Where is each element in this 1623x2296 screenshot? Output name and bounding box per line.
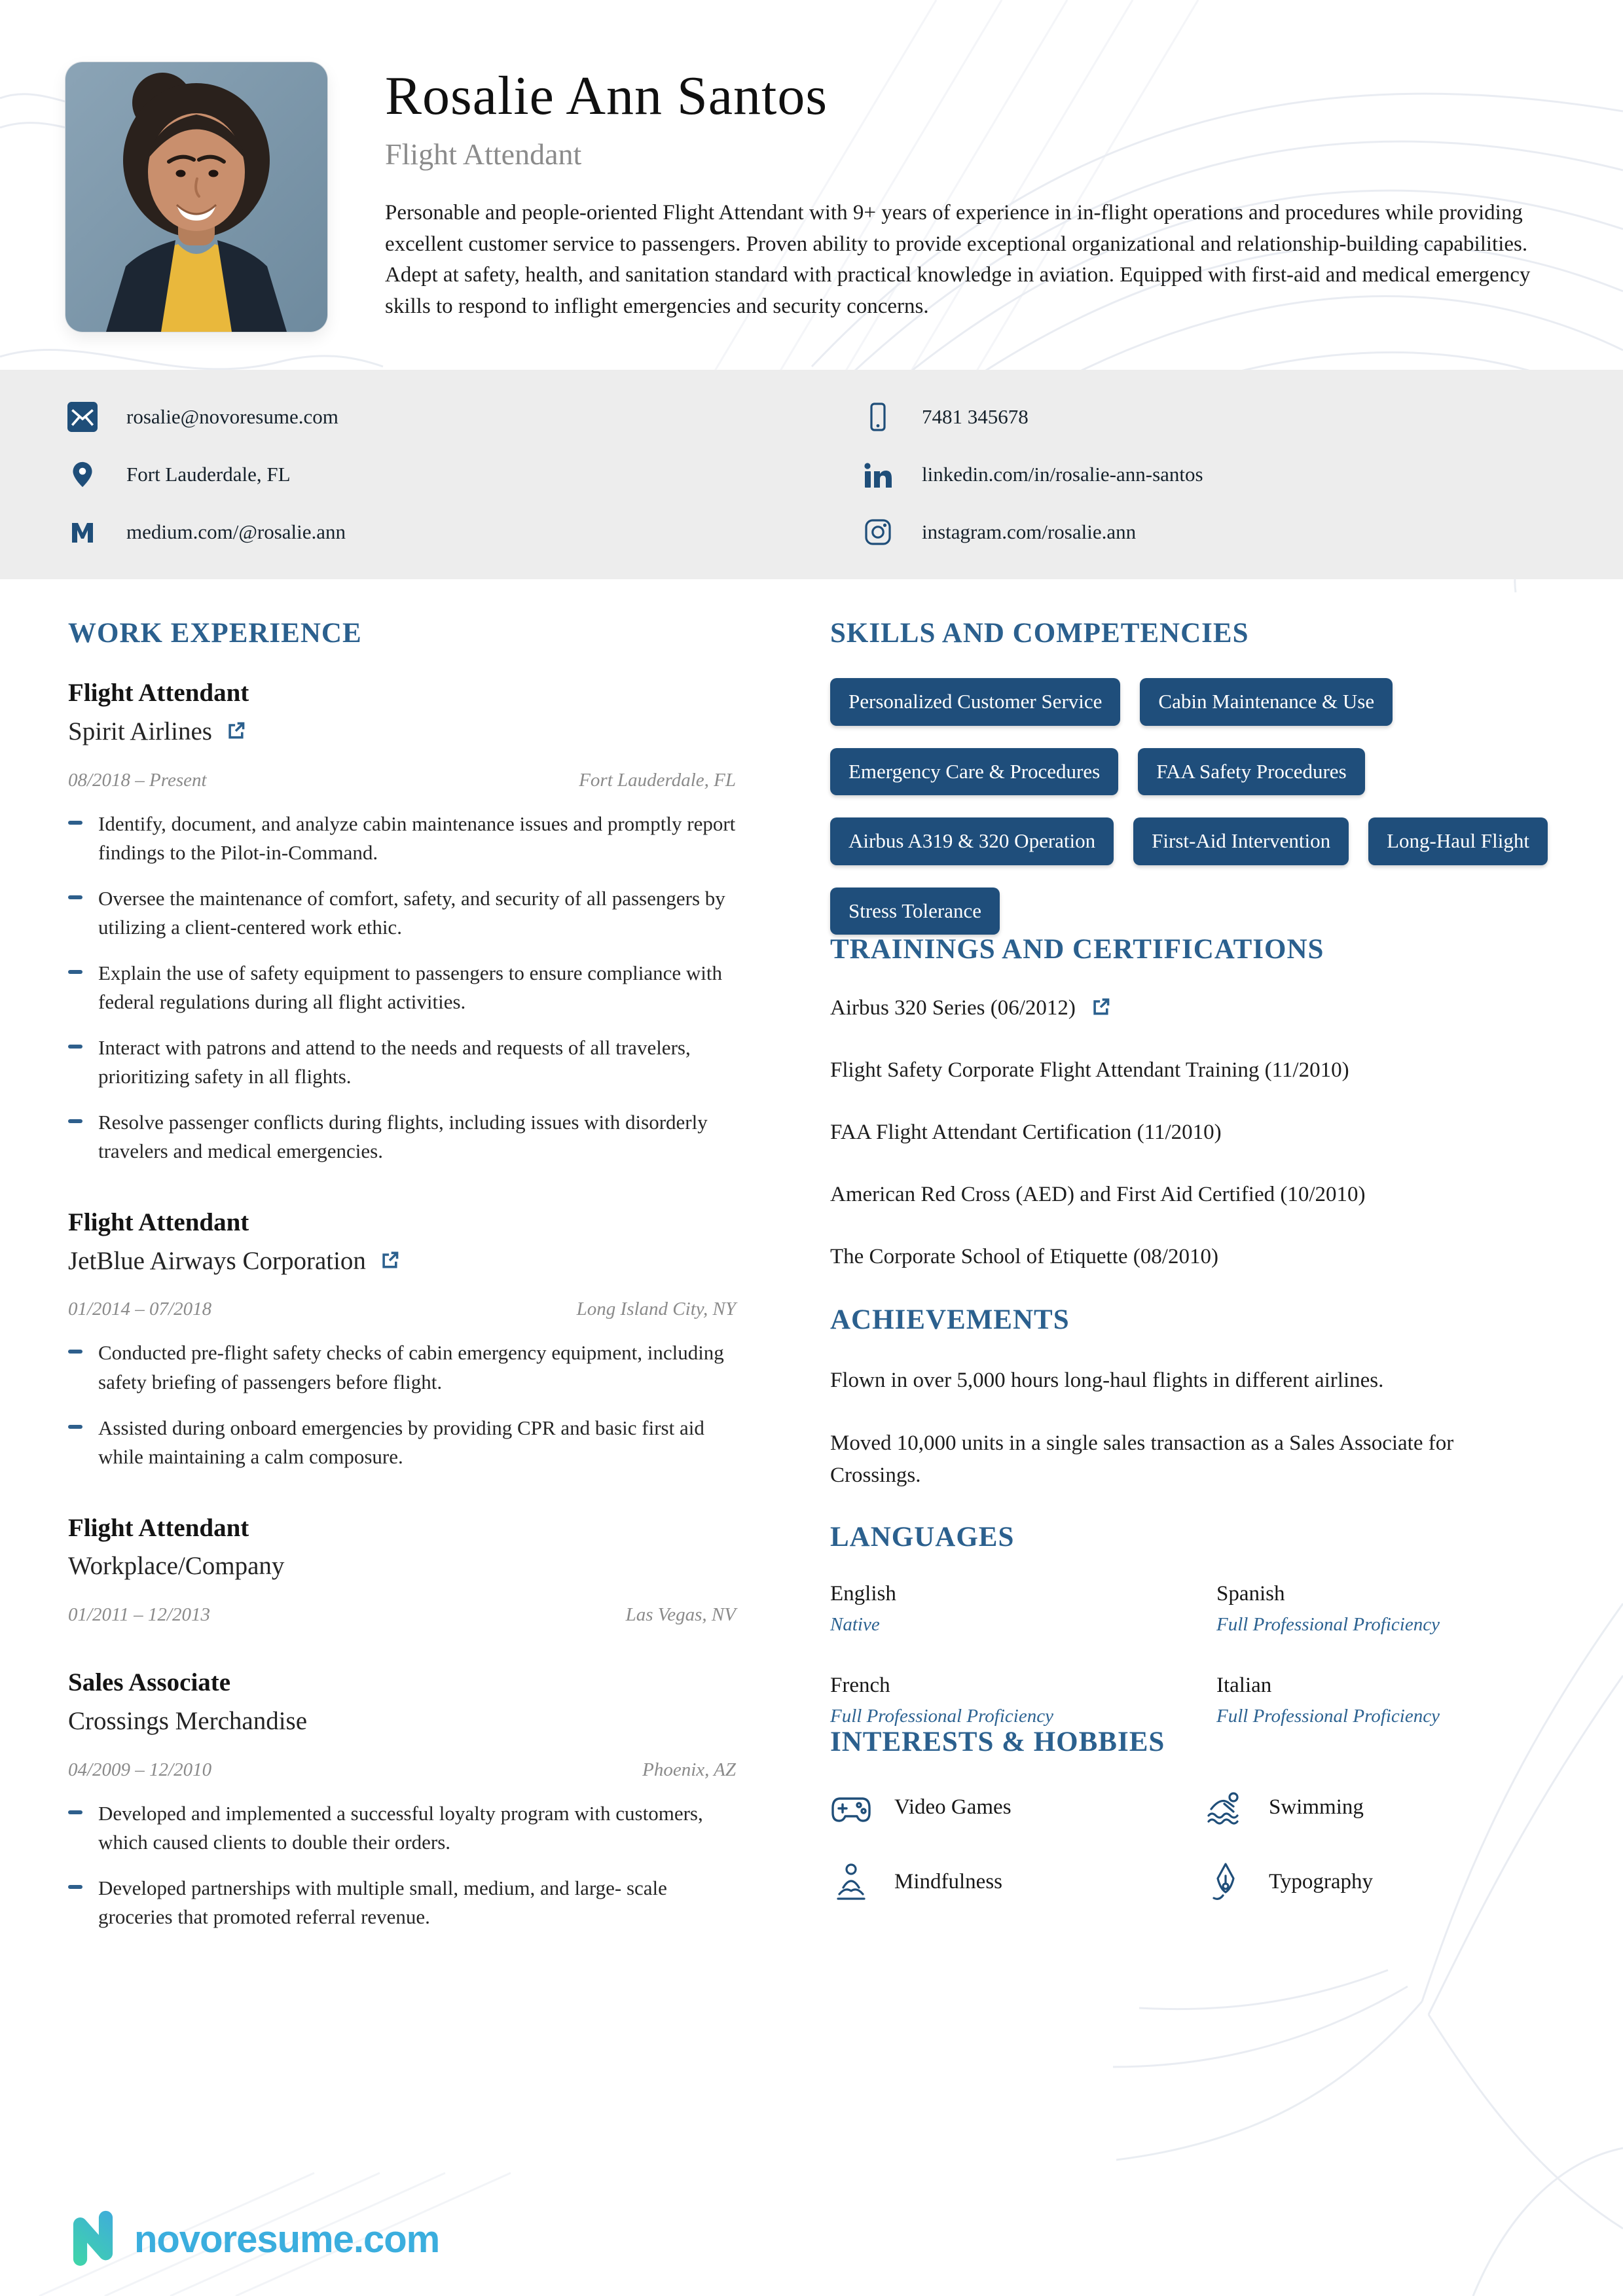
swimmer-icon xyxy=(1205,1787,1247,1829)
bullet-text: Oversee the maintenance of comfort, safety, and security of all passengers by utilizing a client-centered work ethic. xyxy=(98,886,725,939)
skill-chip: Stress Tolerance xyxy=(830,888,1000,935)
interests-section xyxy=(830,1727,1558,1903)
pen-nib-icon xyxy=(1205,1861,1247,1903)
contact-email-value: rosalie@novoresume.com xyxy=(126,405,338,428)
job-location: Fort Lauderdale, FL xyxy=(579,769,736,791)
candidate-name: Rosalie Ann Santos xyxy=(385,65,828,126)
bullet-dash-icon xyxy=(68,1885,82,1889)
bullet-item xyxy=(68,810,736,867)
contact-left-column xyxy=(67,388,863,561)
training-item xyxy=(830,994,1558,1022)
interest-item xyxy=(1205,1861,1558,1903)
bullet-dash-icon xyxy=(68,895,82,899)
contact-band xyxy=(0,370,1623,579)
language-level: Native xyxy=(830,1613,880,1635)
training-item xyxy=(830,1181,1558,1209)
company-name: Crossings Merchandise xyxy=(68,1706,308,1735)
skill-chip: Airbus A319 & 320 Operation xyxy=(830,817,1114,865)
achievements-section xyxy=(830,1305,1558,1492)
interests-heading: INTERESTS & HOBBIES xyxy=(830,1726,1165,1757)
bullet-list xyxy=(68,1799,736,1931)
bullet-item xyxy=(68,1414,736,1471)
bullet-dash-icon xyxy=(68,970,82,974)
candidate-job-title: Flight Attendant xyxy=(385,137,582,171)
footer xyxy=(67,2206,439,2272)
job-title: Flight Attendant xyxy=(68,1208,249,1236)
bullet-item xyxy=(68,1874,736,1931)
bullet-dash-icon xyxy=(68,1045,82,1049)
skill-chip: First-Aid Intervention xyxy=(1133,817,1349,865)
job-date: 04/2009 – 12/2010 xyxy=(68,1759,212,1780)
contact-location[interactable] xyxy=(67,446,863,503)
phone-icon xyxy=(863,402,893,432)
right-column xyxy=(830,619,1558,1903)
bullet-text: Identify, document, and analyze cabin maintenance issues and promptly report findings to the Pilot-in-Command. xyxy=(98,812,736,864)
language-name: Spanish xyxy=(1216,1581,1285,1605)
language-level: Full Professional Proficiency xyxy=(830,1705,1053,1727)
contact-location-value: Fort Lauderdale, FL xyxy=(126,463,291,486)
interest-item xyxy=(830,1787,1205,1829)
job-location: Phoenix, AZ xyxy=(642,1759,736,1780)
interest-label: Typography xyxy=(1269,1870,1373,1894)
skills-heading: SKILLS AND COMPETENCIES xyxy=(830,618,1249,649)
company-name: Spirit Airlines xyxy=(68,717,212,745)
language-item xyxy=(1216,1674,1558,1727)
location-pin-icon xyxy=(67,459,98,490)
training-text: Flight Safety Corporate Flight Attendant Training (11/2010) xyxy=(830,1058,1349,1083)
job-title: Flight Attendant xyxy=(68,679,249,708)
training-text: Airbus 320 Series (06/2012) xyxy=(830,996,1076,1020)
skill-chip: Cabin Maintenance & Use xyxy=(1140,678,1393,726)
bullet-item xyxy=(68,884,736,942)
job-location: Long Island City, NY xyxy=(576,1299,736,1320)
job-entry xyxy=(68,678,736,1166)
contact-linkedin[interactable] xyxy=(863,446,1623,503)
linkedin-icon xyxy=(863,459,893,490)
interest-item xyxy=(830,1861,1205,1903)
job-entry xyxy=(68,1208,736,1471)
external-link-icon[interactable] xyxy=(1090,996,1111,1020)
bullet-dash-icon xyxy=(68,1119,82,1123)
contact-medium[interactable] xyxy=(67,503,863,561)
contact-medium-value: medium.com/@rosalie.ann xyxy=(126,520,346,543)
medium-icon xyxy=(67,517,98,547)
languages-heading: LANGUAGES xyxy=(830,1521,1015,1552)
skill-chip: Long-Haul Flight xyxy=(1368,817,1548,865)
language-item xyxy=(830,1674,1216,1727)
gamepad-icon xyxy=(830,1787,872,1829)
contact-linkedin-value: linkedin.com/in/rosalie-ann-santos xyxy=(922,463,1203,486)
bullet-item xyxy=(68,1108,736,1166)
meditation-icon xyxy=(830,1861,872,1903)
job-entry xyxy=(68,1668,736,1931)
bullet-item xyxy=(68,1033,736,1091)
contact-right-column xyxy=(863,388,1623,561)
bullet-item xyxy=(68,1338,736,1396)
achievement-item: Flown in over 5,000 hours long-haul flights in different airlines. xyxy=(830,1369,1384,1393)
training-text: The Corporate School of Etiquette (08/2010) xyxy=(830,1245,1218,1269)
company-name: Workplace/Company xyxy=(68,1552,285,1581)
bullet-text: Developed partnerships with multiple small, medium, and large- scale groceries that promoted referral revenue. xyxy=(98,1876,667,1928)
company-name: JetBlue Airways Corporation xyxy=(68,1246,366,1275)
bullet-dash-icon xyxy=(68,1350,82,1354)
profile-photo xyxy=(65,62,327,332)
job-date: 01/2011 – 12/2013 xyxy=(68,1604,210,1626)
language-level: Full Professional Proficiency xyxy=(1216,1613,1440,1635)
header xyxy=(0,0,1623,332)
interest-item xyxy=(1205,1787,1558,1829)
job-location: Las Vegas, NV xyxy=(625,1604,736,1626)
training-text: American Red Cross (AED) and First Aid Certified (10/2010) xyxy=(830,1183,1366,1207)
bullet-item xyxy=(68,959,736,1016)
language-name: French xyxy=(830,1673,890,1697)
skills-section xyxy=(830,619,1558,935)
interest-label: Mindfulness xyxy=(894,1870,1002,1894)
bullet-text: Assisted during onboard emergencies by providing CPR and basic first aid while maintaining a calm composure. xyxy=(98,1416,704,1468)
work-experience-heading: WORK EXPERIENCE xyxy=(68,618,362,649)
avatar xyxy=(65,62,327,332)
external-link-icon[interactable] xyxy=(225,720,246,744)
job-title: Flight Attendant xyxy=(68,1513,249,1542)
training-item xyxy=(830,1119,1558,1147)
bullet-text: Resolve passenger conflicts during flights, including issues with disorderly travelers and medical emergencies. xyxy=(98,1110,708,1162)
contact-instagram[interactable] xyxy=(863,503,1623,561)
job-date: 01/2014 – 07/2018 xyxy=(68,1299,212,1320)
language-name: English xyxy=(830,1581,896,1605)
bullet-text: Explain the use of safety equipment to passengers to ensure compliance with federal regulations during all flight activities. xyxy=(98,961,722,1013)
job-entry xyxy=(68,1513,736,1626)
training-text: FAA Flight Attendant Certification (11/2010) xyxy=(830,1121,1222,1145)
languages-grid xyxy=(830,1582,1558,1727)
bullet-text: Developed and implemented a successful loyalty program with customers, which caused clients to double their orders. xyxy=(98,1801,703,1854)
candidate-summary: Personable and people-oriented Flight Attendant with 9+ years of experience in in-flight operations and procedures while providing excellent customer service to passengers. Proven ability to provide exceptional organizational and relationship-building capabilities. Adept at safety, health, and sanitation standard with practical knowledge in aviation. Equipped with first-aid and medical emergency skills to respond to inflight emergencies and security concerns. xyxy=(385,201,1531,318)
interest-label: Video Games xyxy=(894,1795,1012,1820)
work-experience-section xyxy=(68,619,736,1973)
achievements-heading: ACHIEVEMENTS xyxy=(830,1304,1070,1335)
contact-instagram-value: instagram.com/rosalie.ann xyxy=(922,520,1137,543)
brand-name[interactable]: novoresume.com xyxy=(134,2218,440,2261)
bullet-list xyxy=(68,810,736,1166)
language-level: Full Professional Proficiency xyxy=(1216,1705,1440,1727)
bullet-list xyxy=(68,1338,736,1471)
bullet-text: Conducted pre-flight safety checks of cabin emergency equipment, including safety briefing of passengers before flight. xyxy=(98,1341,724,1393)
skill-chip: Personalized Customer Service xyxy=(830,678,1120,726)
email-icon xyxy=(67,402,98,432)
contact-phone-value: 7481 345678 xyxy=(922,405,1029,428)
language-item xyxy=(1216,1582,1558,1636)
job-date: 08/2018 – Present xyxy=(68,769,207,791)
trainings-section xyxy=(830,935,1558,1271)
interests-grid xyxy=(830,1787,1558,1903)
job-title: Sales Associate xyxy=(68,1668,231,1697)
bullet-text: Interact with patrons and attend to the needs and requests of all travelers, prioritizing safety in all flights. xyxy=(98,1035,691,1088)
bullet-item xyxy=(68,1799,736,1857)
bullet-dash-icon xyxy=(68,1425,82,1429)
training-item xyxy=(830,1243,1558,1271)
header-text xyxy=(385,62,1558,332)
instagram-icon xyxy=(863,517,893,547)
novoresume-logo-icon[interactable] xyxy=(67,2206,119,2272)
contact-email[interactable] xyxy=(67,388,863,446)
contact-phone[interactable] xyxy=(863,388,1623,446)
language-name: Italian xyxy=(1216,1673,1272,1697)
languages-section xyxy=(830,1522,1558,1727)
main xyxy=(0,579,1623,1973)
bullet-dash-icon xyxy=(68,1810,82,1814)
skills-chip-list xyxy=(830,678,1558,935)
interest-label: Swimming xyxy=(1269,1795,1364,1820)
trainings-heading: TRAININGS AND CERTIFICATIONS xyxy=(830,934,1324,965)
training-item xyxy=(830,1056,1558,1085)
language-item xyxy=(830,1582,1216,1636)
external-link-icon[interactable] xyxy=(379,1249,400,1274)
achievement-item: Moved 10,000 units in a single sales transaction as a Sales Associate for Crossings. xyxy=(830,1431,1454,1488)
skill-chip: FAA Safety Procedures xyxy=(1138,748,1364,796)
bullet-dash-icon xyxy=(68,821,82,825)
skill-chip: Emergency Care & Procedures xyxy=(830,748,1118,796)
